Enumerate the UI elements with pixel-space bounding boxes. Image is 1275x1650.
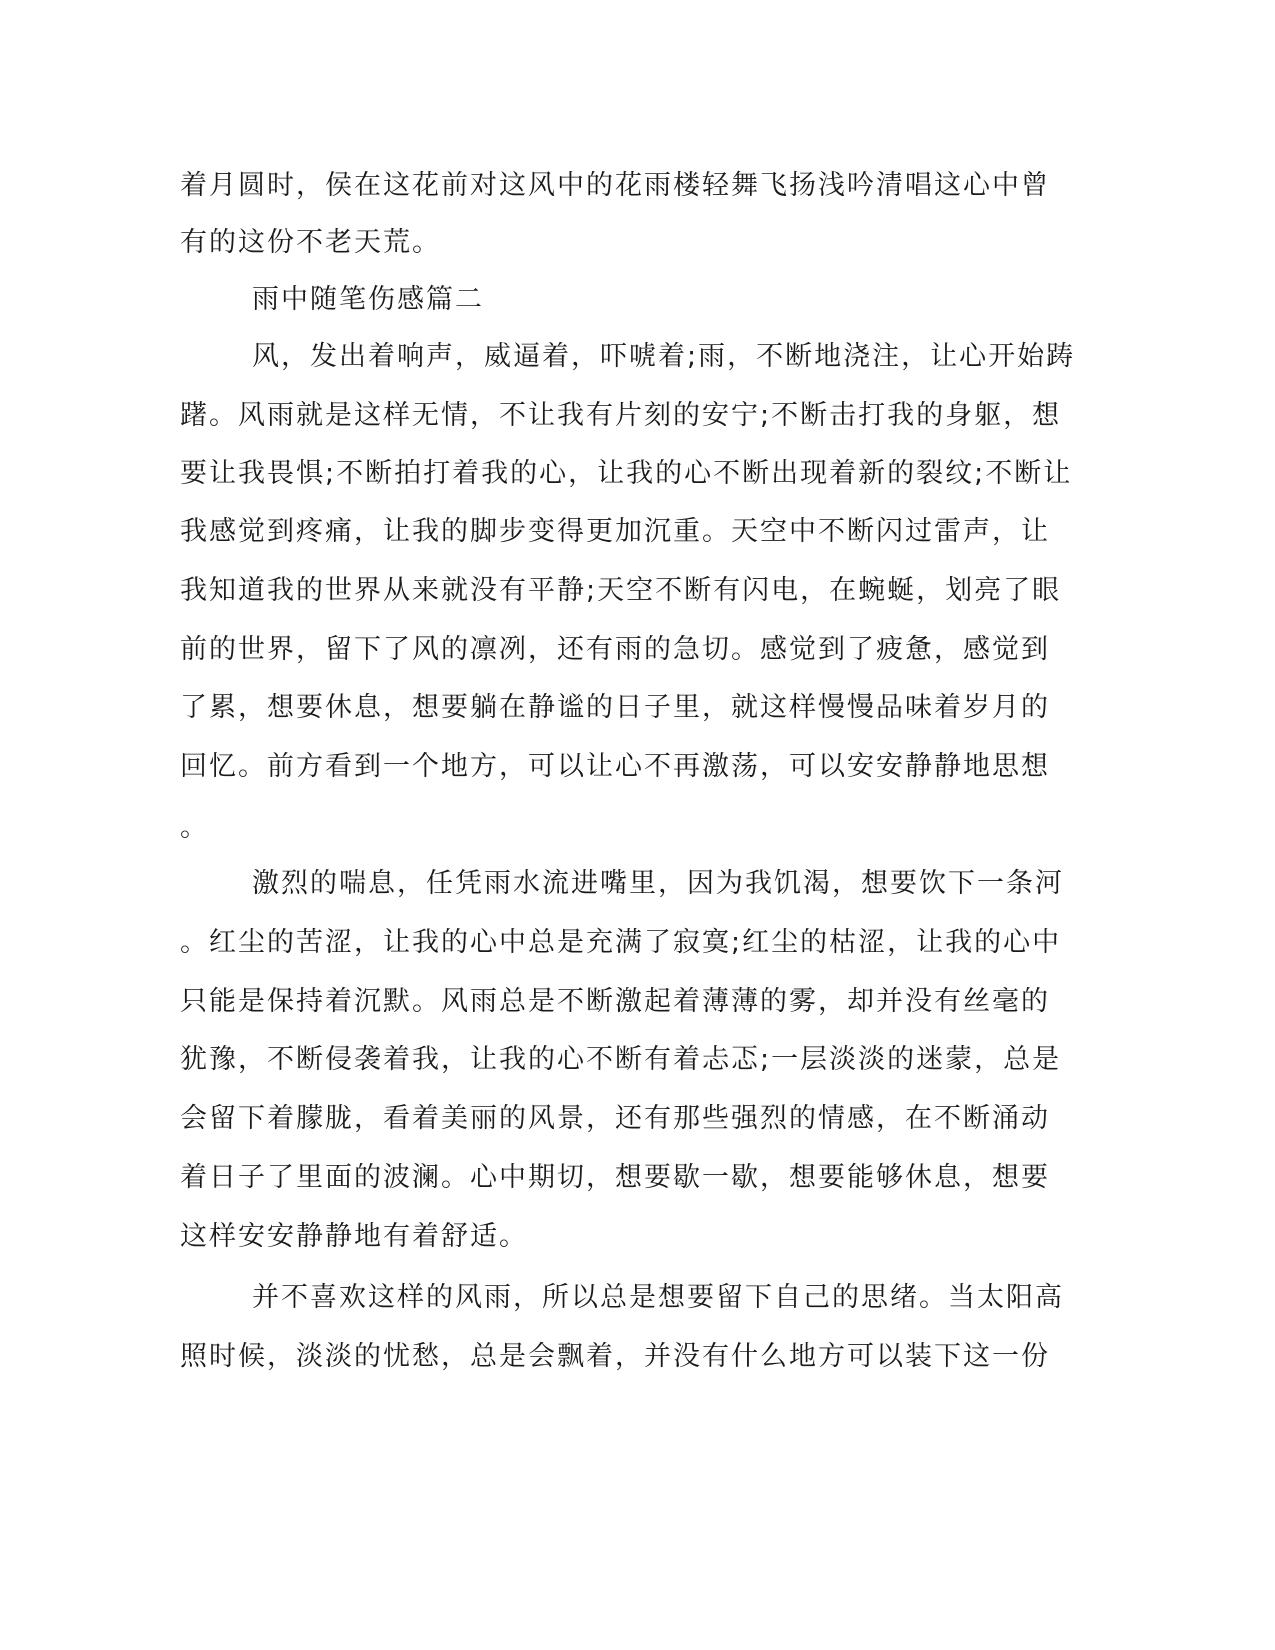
text-line: 我感觉到疼痛，让我的脚步变得更加沉重。天空中不断闪过雷声，让 bbox=[180, 516, 1050, 547]
section-heading: 雨中随笔伤感篇二 bbox=[252, 284, 484, 315]
text-line: 要让我畏惧;不断拍打着我的心，让我的心不断出现着新的裂纹;不断让 bbox=[180, 458, 1073, 489]
text-line: 犹豫，不断侵袭着我，让我的心不断有着忐忑;一层淡淡的迷蒙，总是 bbox=[180, 1044, 1062, 1075]
text-line: 着月圆时，侯在这花前对这风中的花雨楼轻舞飞扬浅吟清唱这心中曾 bbox=[180, 170, 1050, 201]
text-line: 并不喜欢这样的风雨，所以总是想要留下自己的思绪。当太阳高 bbox=[252, 1282, 1064, 1313]
text-line: 着日子了里面的波澜。心中期切，想要歇一歇，想要能够休息，想要 bbox=[180, 1162, 1050, 1193]
text-line: 前的世界，留下了风的凛冽，还有雨的急切。感觉到了疲惫，感觉到 bbox=[180, 634, 1050, 665]
text-line: 只能是保持着沉默。风雨总是不断激起着薄薄的雾，却并没有丝毫的 bbox=[180, 986, 1050, 1017]
text-line: 风，发出着响声，威逼着，吓唬着;雨，不断地浇注，让心开始踌 bbox=[252, 341, 1076, 372]
text-line: 。 bbox=[180, 812, 209, 843]
text-line: 会留下着朦胧，看着美丽的风景，还有那些强烈的情感，在不断涌动 bbox=[180, 1103, 1050, 1134]
text-line: 躇。风雨就是这样无情，不让我有片刻的安宁;不断击打我的身躯，想 bbox=[180, 400, 1062, 431]
text-line: 有的这份不老天荒。 bbox=[180, 227, 441, 258]
text-line: 。红尘的苦涩，让我的心中总是充满了寂寞;红尘的枯涩，让我的心中 bbox=[180, 927, 1062, 958]
text-line: 这样安安静静地有着舒适。 bbox=[180, 1221, 528, 1252]
text-line: 我知道我的世界从来就没有平静;天空不断有闪电，在蜿蜒，划亮了眼 bbox=[180, 575, 1062, 606]
text-line: 激烈的喘息，任凭雨水流进嘴里，因为我饥渴，想要饮下一条河 bbox=[252, 868, 1064, 899]
text-line: 回忆。前方看到一个地方，可以让心不再激荡，可以安安静静地思想 bbox=[180, 751, 1050, 782]
text-line: 照时候，淡淡的忧愁，总是会飘着，并没有什么地方可以装下这一份 bbox=[180, 1341, 1050, 1372]
text-line: 了累，想要休息，想要躺在静谧的日子里，就这样慢慢品味着岁月的 bbox=[180, 692, 1050, 723]
